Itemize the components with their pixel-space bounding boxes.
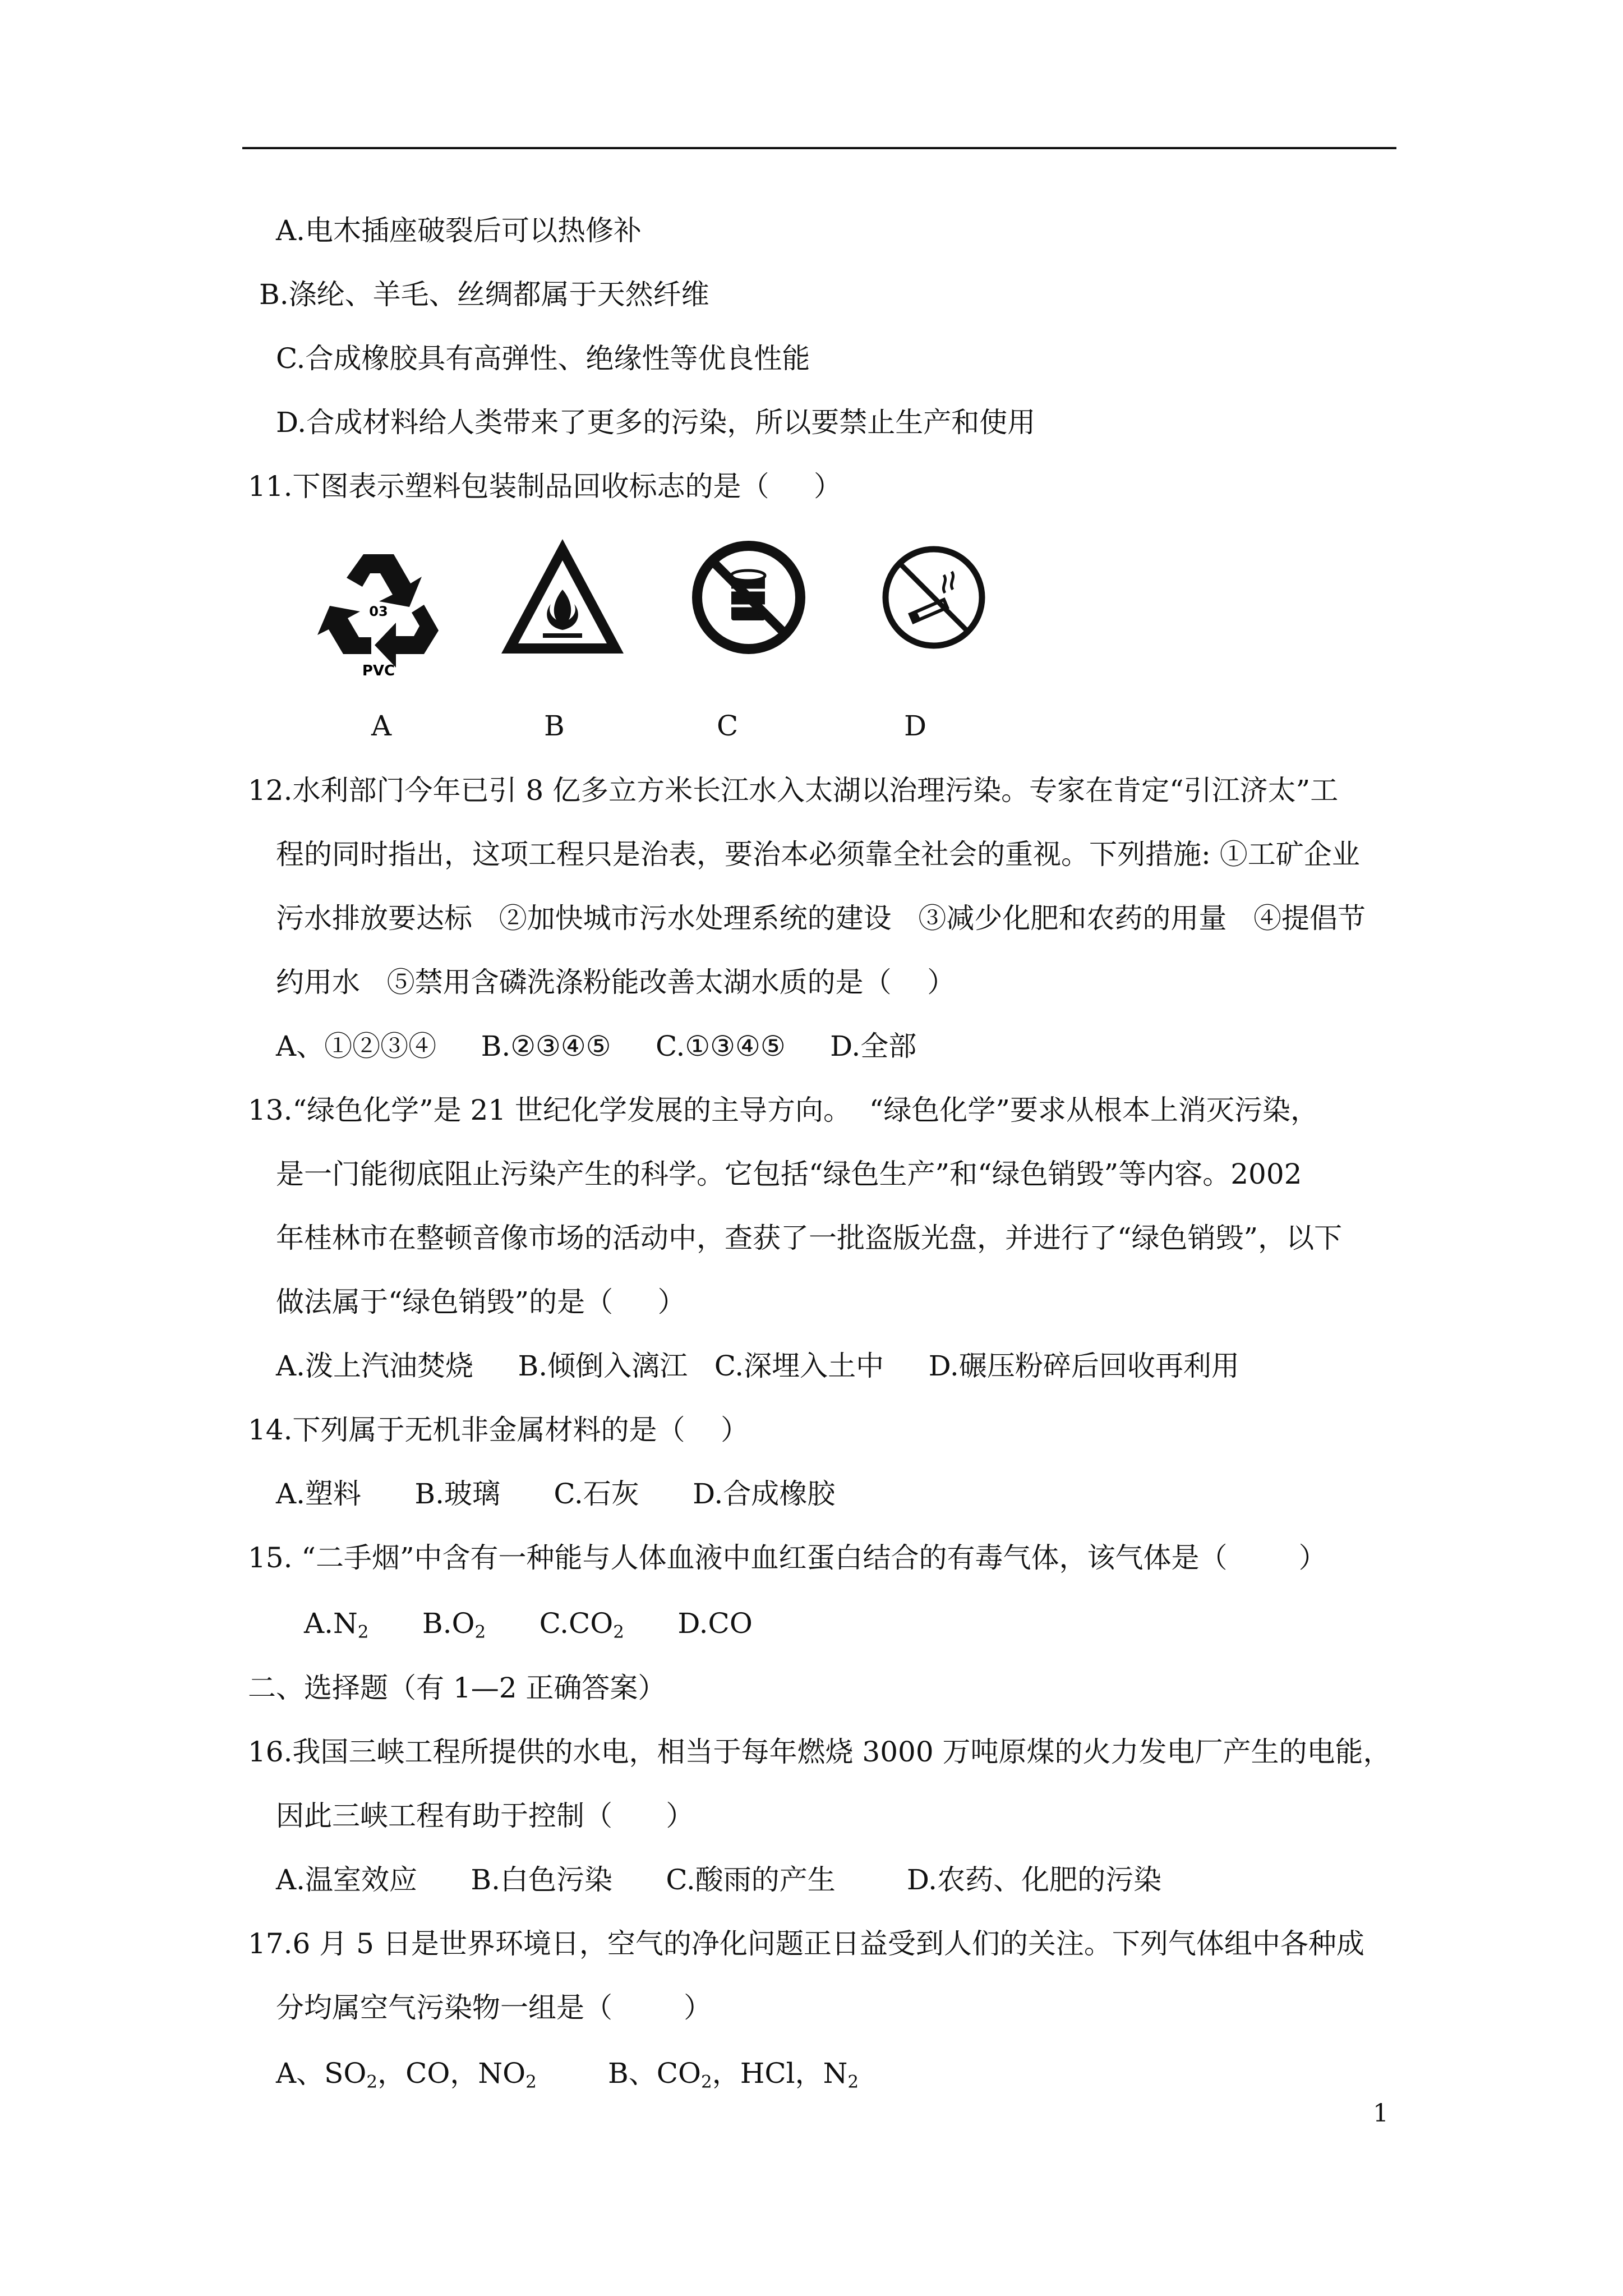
q10-option-d: D.合成材料给人类带来了更多的污染，所以要禁止生产和使用 xyxy=(276,406,1036,439)
no-barrel-icon xyxy=(690,539,808,656)
q15-option-d: D.CO xyxy=(677,1607,753,1640)
q13-line-2: 是一门能彻底阻止污染产生的科学。它包括“绿色生产”和“绿色销毁”等内容。2002 xyxy=(276,1158,1302,1190)
q10-option-c: C.合成橡胶具有高弹性、绝缘性等优良性能 xyxy=(276,342,810,375)
q16-line-1: 16.我国三峡工程所提供的水电，相当于每年燃烧 3000 万吨原煤的火力发电厂产生的电能， xyxy=(248,1736,1391,1768)
icon-letter-d: D xyxy=(904,710,927,742)
no-smoking-icon xyxy=(878,541,990,654)
q16-options: A.温室效应 B.白色污染 C.酸雨的产生 D.农药、化肥的污染 xyxy=(276,1864,1162,1896)
q13-line-4: 做法属于“绿色销毁”的是（ ） xyxy=(276,1286,686,1318)
q17-option-b: B、$CO_2$，HCl，$N_2$ xyxy=(607,2057,859,2092)
page-number: 1 xyxy=(1373,2099,1389,2128)
q17-line-2: 分均属空气污染物一组是（ ） xyxy=(276,1991,712,2024)
icon-letter-a: A xyxy=(371,710,392,742)
header-rule xyxy=(242,147,1396,149)
recycling-code: 03 xyxy=(369,604,388,619)
q16-line-2: 因此三峡工程有助于控制（ ） xyxy=(276,1800,694,1832)
icon-letter-c: C xyxy=(717,710,739,742)
q13-line-3: 年桂林市在整顿音像市场的活动中，查获了一批盗版光盘，并进行了“绿色销毁”，以下 xyxy=(276,1222,1343,1254)
q17-line-1: 17.6 月 5 日是世界环境日，空气的净化问题正日益受到人们的关注。下列气体组中各种成 xyxy=(248,1927,1364,1960)
flammable-warning-icon xyxy=(498,536,627,659)
q12-line-2: 程的同时指出，这项工程只是治表，要治本必须靠全社会的重视。下列措施: ①工矿企业 xyxy=(276,838,1360,871)
q12-line-1: 12.水利部门今年已引 8 亿多立方米长江水入太湖以治理污染。专家在肯定“引江济太”工 xyxy=(248,774,1339,807)
q15-option-a: $A.N_2$ xyxy=(304,1607,369,1642)
q14-stem: 14.下列属于无机非金属材料的是（ ） xyxy=(248,1414,749,1446)
q12-options: A、①②③④ B.②③④⑤ C.①③④⑤ D.全部 xyxy=(276,1030,917,1062)
q13-line-1: 13.“绿色化学”是 21 世纪化学发展的主导方向。 “绿色化学”要求从根本上消灭污染， xyxy=(248,1094,1318,1126)
section-2-heading: 二、选择题（有 1—2 正确答案） xyxy=(248,1672,666,1704)
q10-option-b: B.涤纶、羊毛、丝绸都属于天然纤维 xyxy=(259,278,709,311)
q17-option-a: A、$SO_2$，CO，$NO_2$ xyxy=(276,2057,537,2092)
q15-option-b: $B.O_2$ xyxy=(422,1607,486,1642)
q13-options: A.泼上汽油焚烧 B.倾倒入漓江 C.深埋入土中 D.碾压粉碎后回收再利用 xyxy=(276,1350,1239,1382)
recycling-pvc-icon xyxy=(314,539,443,679)
q15-stem: 15. “二手烟”中含有一种能与人体血液中血红蛋白结合的有毒气体，该气体是（ ） xyxy=(248,1542,1327,1574)
q15-option-c: $C.CO_2$ xyxy=(539,1607,624,1642)
recycling-label: PVC xyxy=(362,662,395,679)
q15-options xyxy=(304,1605,753,1641)
q12-line-4: 约用水 ⑤禁用含磷洗涤粉能改善太湖水质的是（ ） xyxy=(276,966,956,999)
q10-option-a: A.电木插座破裂后可以热修补 xyxy=(276,214,642,247)
q12-line-3: 污水排放要达标 ②加快城市污水处理系统的建设 ③减少化肥和农药的用量 ④提倡节 xyxy=(276,902,1366,935)
q17-options xyxy=(276,2055,859,2091)
q14-options: A.塑料 B.玻璃 C.石灰 D.合成橡胶 xyxy=(276,1478,836,1510)
q11-stem: 11.下图表示塑料包装制品回收标志的是（ ） xyxy=(248,470,842,503)
icon-letter-b: B xyxy=(544,710,565,742)
